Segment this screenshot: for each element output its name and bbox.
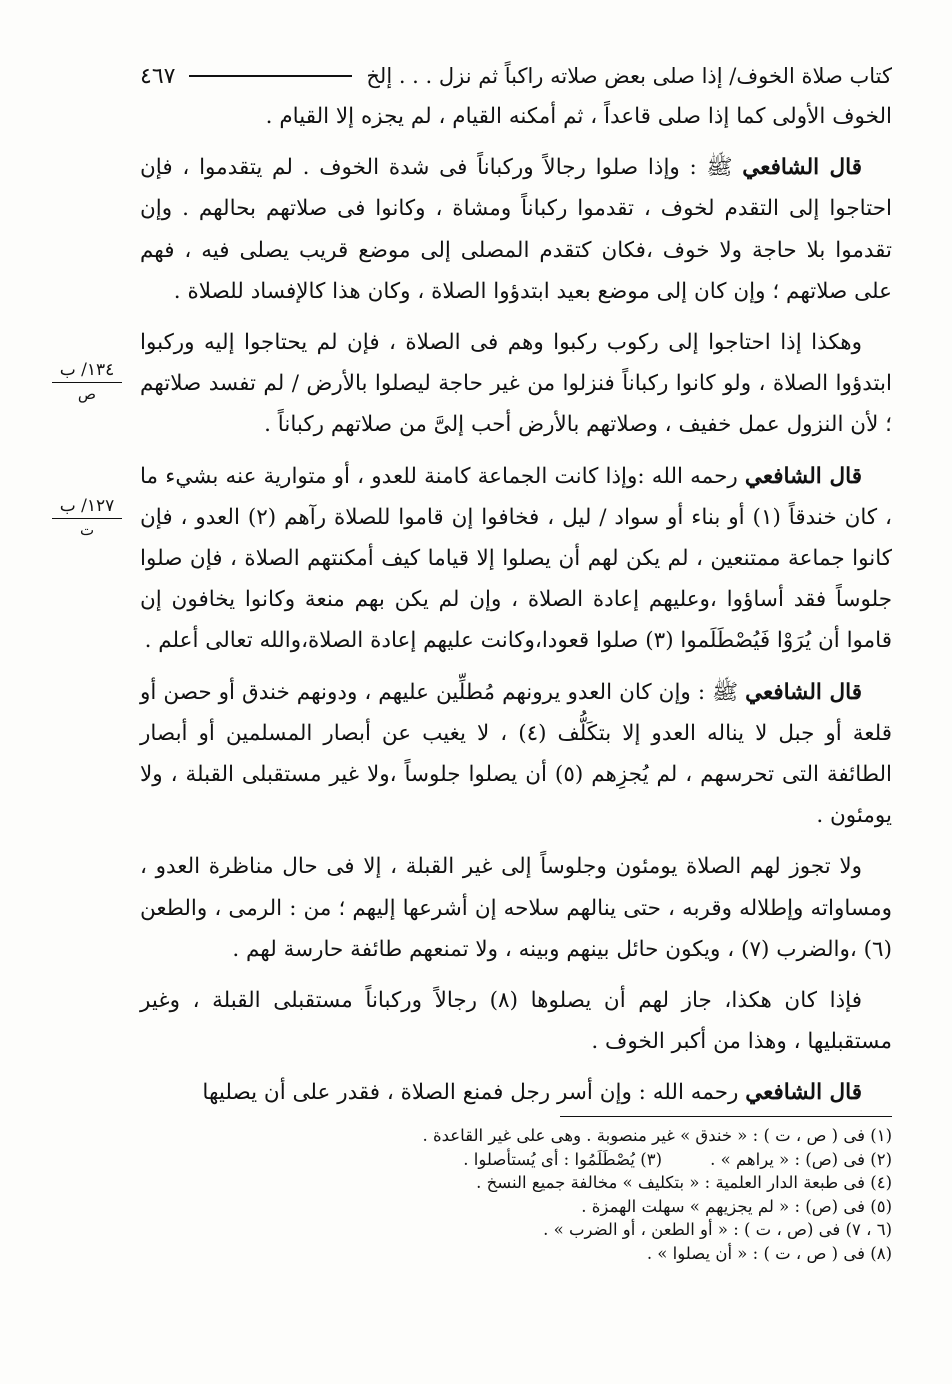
footnotes: [140, 1124, 892, 1266]
footnote: (٦ ، ٧) فى (ص ، ت ) : « أو الطعن ، أو الضرب » .: [543, 1220, 892, 1240]
speaker-label: قال الشافعي: [745, 679, 862, 705]
paragraph-text: ﷺ : وإذا صلوا رجالاً وركباناً فى شدة الخوف . لم يتقدموا ، فإن احتاجوا إلى التقدم لخوف ، تقدموا ركباناً ومشاة ، وكانوا فى صلاتهم بحالهم . وإن تقدموا بلا حاجة ولا خوف ،فكان كتقدم المصلى إلى موضع قريب يصلى فيه ، فهم على صلاتهم ؛ وإن كان إلى موضع بعيد ابتدؤوا الصلاة ، وكان هذا كالإفساد للصلاة .: [140, 155, 892, 304]
footnote: (١) فى ( ص ، ت ) : « خندق » غير منصوبة . وهى على غير القاعدة .: [422, 1126, 892, 1145]
margin-manuscript: ت: [79, 521, 95, 539]
paragraph-text: ولا تجوز لهم الصلاة يومئون وجلوساً إلى غير القبلة ، إلا فى حال مناظرة العدو ، ومساواته وإطلاله وقربه ، حتى ينالهم سلاحه إن أشرعها إليهم ؛ من : الرمى ، والطعن (٦) ،والضرب (٧) ، ويكون حائل بينهم وبينه ، ولا تمنعهم طائفة حارسة لهم .: [140, 854, 892, 962]
speaker-label: قال الشافعي: [742, 155, 862, 181]
margin-folio: ١٣٤/ ب: [52, 360, 122, 383]
paragraph-text: رحمه الله :وإذا كانت الجماعة كامنة للعدو ، أو متوارية عنه بشيء ما ، كان خندقاً (١) أو بناء أو سواد / ليل ، فخافوا إن قاموا للصلاة رآهم (٢) العدو ، فإن كانوا جماعة ممتنعين ، لم يكن لهم أن يصلوا إلا قياما كيف أمكنتهم الصلاة ، فإن صلوا جلوساً فقد أساؤوا ،وعليهم إعادة الصلاة ، وإن لم يكن بهم منعة وكانوا يخافون إن قاموا أن يُرَوْا فَيُصْطَلَموا (٣) صلوا قعودا،وكانت عليهم إعادة الصلاة،والله تعالى أعلم .: [140, 463, 892, 654]
main-text: [140, 96, 892, 1124]
header-rule: [189, 75, 352, 77]
speaker-label: قال الشافعي: [744, 463, 862, 489]
paragraph: [140, 1072, 892, 1113]
footnote: (٣) يُصْطَلَمُوا : أى يُستأصلوا .: [463, 1149, 662, 1169]
paragraph-text: الخوف الأولى كما إذا صلى قاعداً ، ثم أمكنه القيام ، لم يجزه إلا القيام .: [265, 104, 892, 129]
paragraph-text: ﷺ : وإن كان العدو يرونهم مُطلِّين عليهم ، ودونهم خندق أو حصن أو قلعة أو جبل لا يناله العدو إلا بتكَلُّف (٤) ، لا يغيب عن أبصار المسلمين أو أبصار الطائفة التى تحرسهم ، لم يُجزِهم (٥) أن يصلوا جلوساً ،ولا غير مستقبلى القبلة ، ولا يومئون .: [140, 679, 892, 829]
footnote: (٨) فى ( ص ، ت ) : « أن يصلوا » .: [646, 1243, 892, 1263]
margin-folio-note: [52, 360, 122, 404]
margin-manuscript: ص: [77, 385, 97, 403]
margin-folio-note: [52, 496, 122, 540]
margin-folio: ١٢٧/ ب: [52, 496, 122, 519]
paragraph-text: فإذا كان هكذا، جاز لهم أن يصلوها (٨) رجالاً وركباناً مستقبلى القبلة ، وغير مستقبليها ، وهذا من أكبر الخوف .: [140, 988, 892, 1055]
footnote-row: [140, 1148, 892, 1172]
paragraph: [140, 147, 892, 312]
paragraph: [140, 980, 892, 1062]
running-header: [140, 58, 892, 94]
footnote: (٢) فى (ص) : « يراهم » .: [710, 1149, 892, 1169]
footnote-rule: [560, 1116, 892, 1117]
footnote: (٤) فى طبعة الدار العلمية : « بتكليف » مخالفة جميع النسخ .: [476, 1173, 892, 1193]
speaker-label: قال الشافعي: [745, 1080, 862, 1106]
running-title: كتاب صلاة الخوف/ إذا صلى بعض صلاته راكباً ثم نزل . . . إلخ: [366, 64, 892, 88]
paragraph: [140, 672, 892, 837]
paragraph: [140, 846, 892, 970]
paragraph-text: وهكذا إذا احتاجوا إلى ركوب ركبوا وهم فى الصلاة ، فإن لم يحتاجوا إليه وركبوا ابتدؤوا الصلاة ، ولو كانوا ركباناً فنزلوا من غير حاجة ليصلوا بالأرض / لم تفسد صلاتهم ؛ لأن النزول عمل خفيف ، وصلاتهم بالأرض أحب إلىَّ من صلاتهم ركباناً .: [140, 330, 892, 438]
page-number: ٤٦٧: [140, 63, 176, 89]
paragraph-text: رحمه الله : وإن أسر رجل فمنع الصلاة ، فقدر على أن يصليها: [202, 1080, 739, 1106]
paragraph: [140, 456, 892, 662]
footnote: (٥) فى (ص) : « لم يجزيهم » سهلت الهمزة .: [581, 1196, 892, 1216]
paragraph: [140, 96, 892, 137]
paragraph: [140, 322, 892, 446]
